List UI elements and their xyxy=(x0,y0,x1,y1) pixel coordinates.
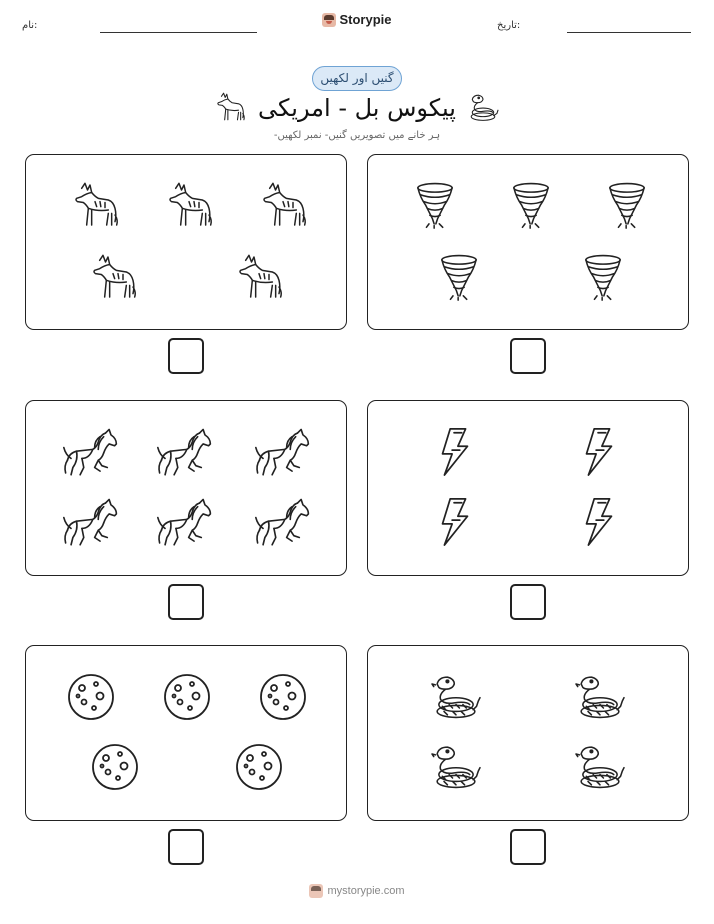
horse-icon xyxy=(156,427,214,479)
count-panel-horses xyxy=(25,400,347,576)
storypie-logo-icon xyxy=(309,884,323,898)
brand-name: Storypie xyxy=(339,12,392,27)
wolf-icon xyxy=(234,253,284,301)
count-panel-tornadoes xyxy=(367,154,689,330)
tornado-icon xyxy=(412,181,458,229)
wolf-icon xyxy=(214,92,246,122)
answer-box-rattlesnakes[interactable] xyxy=(510,829,546,865)
rattlesnake-icon xyxy=(430,672,482,720)
horse-icon xyxy=(156,497,214,549)
horse-icon xyxy=(254,427,312,479)
footer-site[interactable]: mystorypie.com xyxy=(327,885,405,897)
tornado-icon xyxy=(604,181,650,229)
storypie-logo-icon xyxy=(322,13,336,27)
tornado-icon xyxy=(436,253,482,301)
answer-box-horses[interactable] xyxy=(168,584,204,620)
name-label: نام: xyxy=(22,20,38,31)
lightning-icon xyxy=(582,497,616,547)
wolf-icon xyxy=(88,253,138,301)
answer-box-tornadoes[interactable] xyxy=(510,338,546,374)
moon-icon xyxy=(162,672,212,722)
wolf-icon xyxy=(258,181,308,229)
horse-icon xyxy=(62,497,120,549)
name-line[interactable] xyxy=(100,32,257,33)
date-line[interactable] xyxy=(567,32,691,33)
answer-box-lightning[interactable] xyxy=(510,584,546,620)
count-panel-moons xyxy=(25,645,347,821)
footer xyxy=(0,884,714,898)
rattlesnake-icon xyxy=(466,92,500,122)
wolf-icon xyxy=(70,181,120,229)
rattlesnake-icon xyxy=(574,672,626,720)
moon-icon xyxy=(258,672,308,722)
answer-box-moons[interactable] xyxy=(168,829,204,865)
lightning-icon xyxy=(582,427,616,477)
lightning-icon xyxy=(438,497,472,547)
page-title: پیکوس بل - امریکی xyxy=(258,94,456,122)
brand-header xyxy=(0,12,714,27)
moon-icon xyxy=(66,672,116,722)
tornado-icon xyxy=(508,181,554,229)
rattlesnake-icon xyxy=(574,742,626,790)
rattlesnake-icon xyxy=(430,742,482,790)
count-panel-rattlesnakes xyxy=(367,645,689,821)
worksheet-tag: گنیں اور لکھیں xyxy=(312,66,402,91)
title-row xyxy=(0,88,714,128)
tornado-icon xyxy=(580,253,626,301)
count-panel-wolves xyxy=(25,154,347,330)
horse-icon xyxy=(62,427,120,479)
horse-icon xyxy=(254,497,312,549)
instructions: ہر خانے میں تصویریں گنیں- نمبر لکھیں- xyxy=(273,130,441,141)
moon-icon xyxy=(90,742,140,792)
count-panel-lightning xyxy=(367,400,689,576)
moon-icon xyxy=(234,742,284,792)
answer-box-wolves[interactable] xyxy=(168,338,204,374)
date-label: تاریخ: xyxy=(497,20,521,31)
lightning-icon xyxy=(438,427,472,477)
wolf-icon xyxy=(164,181,214,229)
